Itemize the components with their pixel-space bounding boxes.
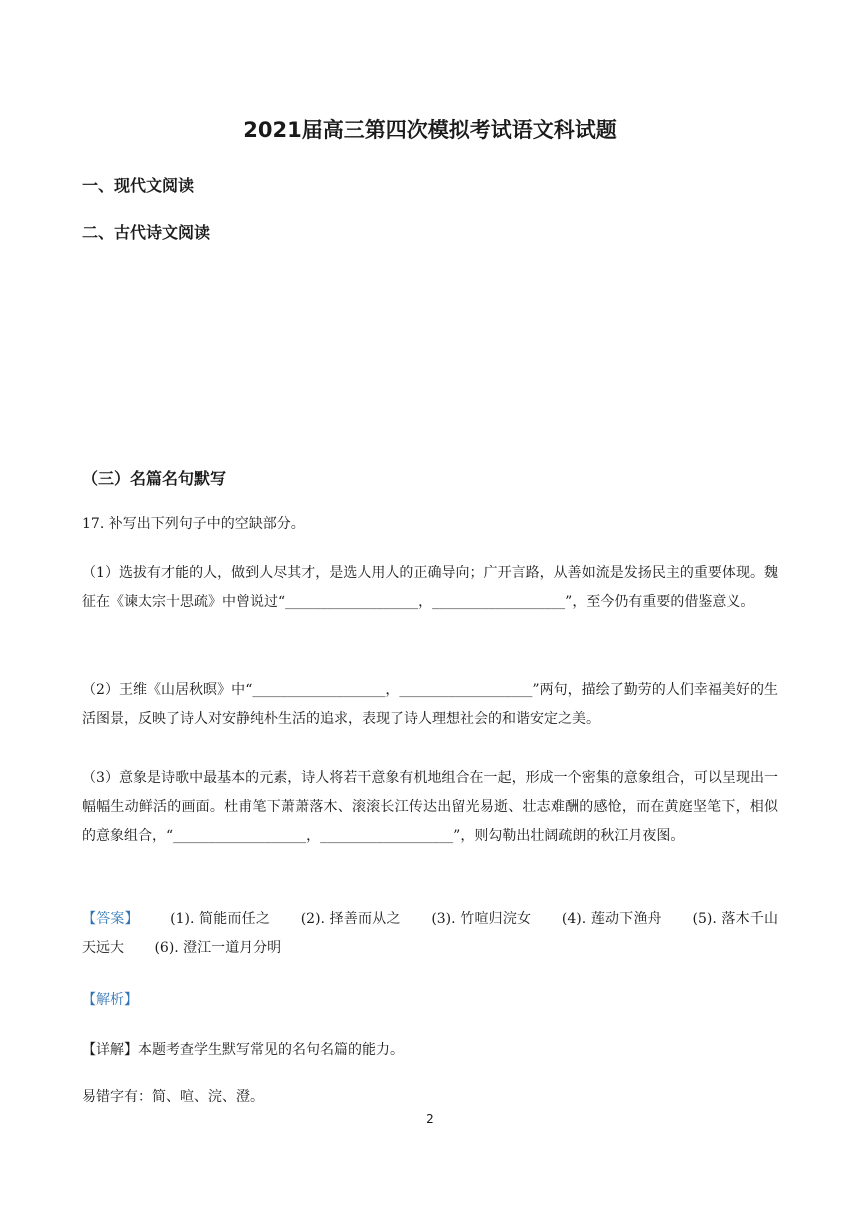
answer-item: (1). 简能而任之 [170, 911, 271, 927]
page-number: 2 [426, 1112, 434, 1126]
section-heading-modern-reading: 一、现代文阅读 [82, 176, 195, 195]
answer-item: (5). 落木千山天远大 [82, 911, 779, 956]
question-part-2: （2）王维《山居秋暝》中“___________________，___________________”两句，描绘了勤劳的人们幸福美好的生活图景，反映了诗人对安静纯朴生活的追求，表现了诗人理想社会的和谐安定之美。 [82, 682, 778, 727]
page-title: 2021届高三第四次模拟考试语文科试题 [243, 118, 617, 142]
question-part-1: （1）选拔有才能的人，做到人尽其才，是选人用人的正确导向；广开言路，从善如流是发扬民主的重要体现。魏征在《谏太宗十思疏》中曾说过“___________________，___________________”，至今仍有重要的借鉴意义。 [82, 565, 778, 610]
subsection-heading: （三）名篇名句默写 [82, 469, 227, 488]
answer-item: (2). 择善而从之 [300, 911, 401, 927]
question-stem: 17. 补写出下列句子中的空缺部分。 [82, 516, 305, 532]
error-prone-chars: 易错字有：简、喧、浣、澄。 [82, 1089, 264, 1105]
answer-item: (3). 竹喧归浣女 [431, 911, 532, 927]
detail-text: 【详解】本题考查学生默写常见的名句名篇的能力。 [82, 1042, 404, 1058]
answer-item: (6). 澄江一道月分明 [154, 940, 282, 956]
answer-label: 【答案】 [82, 911, 139, 927]
answer-block [82, 905, 778, 963]
question-part-3: （3）意象是诗歌中最基本的元素，诗人将若干意象有机地组合在一起，形成一个密集的意象组合，可以呈现出一幅幅生动鲜活的画面。杜甫笔下萧萧落木、滚滚长江传达出留光易逝、壮志难酬的感怆，而在黄庭坚笔下，相似的意象组合，“___________________，___________________”，则勾勒出壮阔疏朗的秋江月夜图。 [82, 770, 778, 844]
section-heading-classical-reading: 二、古代诗文阅读 [82, 223, 211, 242]
analysis-label: 【解析】 [82, 992, 138, 1008]
answer-item: (4). 莲动下渔舟 [561, 911, 662, 927]
